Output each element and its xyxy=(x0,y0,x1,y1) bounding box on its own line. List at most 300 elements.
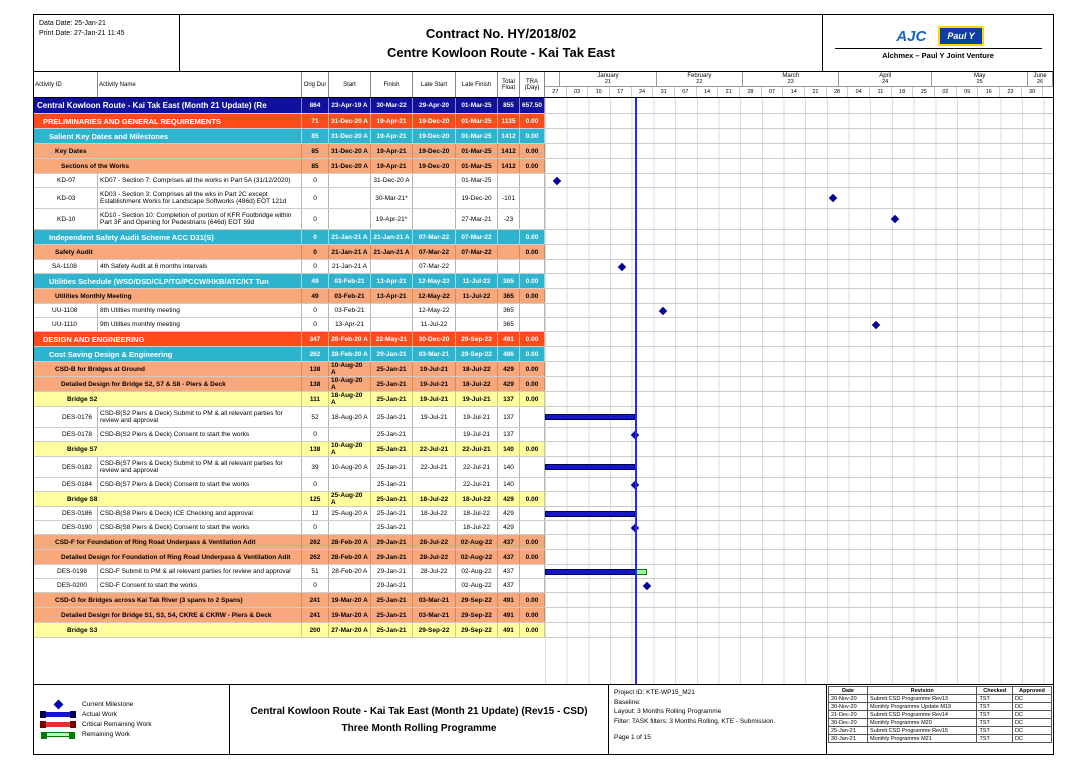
start-cell xyxy=(329,428,371,441)
timeline-week-tick: 02 xyxy=(935,87,957,97)
tra-cell xyxy=(520,407,545,427)
contract-number: Contract No. HY/2018/02 xyxy=(425,26,577,41)
summary-name-cell: CSD-F for Foundation of Ring Road Underpass & Ventilation Adit xyxy=(34,535,302,549)
activity-name-cell: 8th Utilties monthly meeting xyxy=(98,304,302,317)
milestone-diamond xyxy=(829,194,837,202)
timeline-week-tick: 25 xyxy=(913,87,935,97)
orig-dur-cell: 12 xyxy=(302,507,329,520)
footer-title-line2: Three Month Rolling Programme xyxy=(341,722,497,734)
pauly-logo-icon: Paul Y xyxy=(938,26,983,46)
start-cell xyxy=(329,579,371,592)
activity-name-cell: CSD-B(S7 Piers & Deck) Consent to start the works xyxy=(98,478,302,491)
late-finish-cell: 02-Aug-22 xyxy=(456,579,498,592)
start-cell: 23-Apr-19 A xyxy=(329,98,371,113)
gantt-cell xyxy=(545,98,1053,113)
start-cell: 31-Dec-20 A xyxy=(329,129,371,143)
late-finish-cell: 18-Jul-22 xyxy=(456,507,498,520)
summary-name-cell: Utilities Monthly Meeting xyxy=(34,289,302,303)
gantt-cell xyxy=(545,392,1053,406)
tra-cell: 0.00 xyxy=(520,114,545,128)
revision-cell: Submit CSD Programme Rev15 xyxy=(868,727,977,735)
activity-row xyxy=(34,579,1053,593)
activity-name-cell: 9th Utilties monthly meeting xyxy=(98,318,302,331)
gantt-cell xyxy=(545,274,1053,288)
tra-cell xyxy=(520,209,545,229)
late-finish-cell: 01-Mar-25 xyxy=(456,114,498,128)
timeline-week-tick: 18 xyxy=(892,87,914,97)
revision-column-header: Checked xyxy=(977,687,1013,695)
late-finish-cell: 29-Sep-22 xyxy=(456,332,498,346)
start-cell: 27-Mar-20 A xyxy=(329,623,371,637)
activity-name-cell: 4th Safety Audit at 6 months intervals xyxy=(98,260,302,273)
finish-cell: 22-May-21 xyxy=(371,332,413,346)
summary-row xyxy=(34,98,1053,114)
summary-row xyxy=(34,347,1053,362)
revision-cell: Monthly Programme M20 xyxy=(868,719,977,727)
column-header-late-finish: Late Finish xyxy=(456,72,498,97)
start-cell: 18-Aug-20 A xyxy=(329,407,371,427)
orig-dur-cell: 138 xyxy=(302,377,329,391)
logos xyxy=(892,26,983,46)
summary-name-cell: Detailed Design for Foundation of Ring Road Underpass & Ventilation Adit xyxy=(34,550,302,564)
summary-row xyxy=(34,129,1053,144)
finish-cell: 30-Mar-21* xyxy=(371,188,413,208)
timeline-week-tick: 28 xyxy=(740,87,762,97)
activity-id-cell: KD-10 xyxy=(34,209,98,229)
late-start-cell: 30-Dec-20 xyxy=(413,332,456,346)
activity-row xyxy=(34,174,1053,188)
activity-id-cell: UU-1110 xyxy=(34,318,98,331)
tra-cell xyxy=(520,260,545,273)
summary-row xyxy=(34,230,1053,245)
tra-cell xyxy=(520,174,545,187)
start-cell: 31-Dec-20 A xyxy=(329,144,371,158)
timeline-week-tick: 23 xyxy=(1000,87,1022,97)
orig-dur-cell: 200 xyxy=(302,623,329,637)
summary-row xyxy=(34,114,1053,129)
finish-cell: 30-Mar-22 xyxy=(371,98,413,113)
gantt-cell xyxy=(545,245,1053,259)
activity-name-cell: KD07 - Section 7: Comprises all the works in Part 5A (31/12/2020) xyxy=(98,174,302,187)
tra-cell: 0.00 xyxy=(520,159,545,173)
late-start-cell: 29-Apr-20 xyxy=(413,98,456,113)
gantt-cell xyxy=(545,457,1053,477)
timeline-week-tick: 11 xyxy=(870,87,892,97)
activity-name-cell: CSD-F Consent to start the works xyxy=(98,579,302,592)
report-header xyxy=(34,15,1053,72)
activity-id-cell: SA-1108 xyxy=(34,260,98,273)
legend-item-actual-work xyxy=(40,711,223,718)
total-float-cell: 486 xyxy=(498,347,520,361)
project-info-line: Project ID: KTE-WP15_M21 xyxy=(614,689,695,696)
orig-dur-cell: 85 xyxy=(302,129,329,143)
orig-dur-cell: 49 xyxy=(302,289,329,303)
summary-name-cell: Bridge S7 xyxy=(34,442,302,456)
column-header-total-float: Total Float xyxy=(498,72,520,97)
summary-row xyxy=(34,144,1053,159)
activity-row xyxy=(34,304,1053,318)
late-start-cell xyxy=(413,209,456,229)
total-float-cell xyxy=(498,260,520,273)
tra-cell xyxy=(520,188,545,208)
activity-name-cell: CSD-B(S8 Piers & Deck) Consent to start the works xyxy=(98,521,302,534)
late-finish-cell: 18-Jul-22 xyxy=(456,492,498,506)
revision-cell: DC xyxy=(1012,695,1051,703)
timeline-header xyxy=(545,72,1053,97)
milestone-diamond xyxy=(553,176,561,184)
summary-row xyxy=(34,377,1053,392)
finish-cell: 25-Jan-21 xyxy=(371,392,413,406)
gantt-cell xyxy=(545,362,1053,376)
date-info-box xyxy=(34,15,180,71)
late-start-cell xyxy=(413,478,456,491)
total-float-cell xyxy=(498,174,520,187)
revision-column-header: Approved xyxy=(1012,687,1051,695)
start-cell: 10-Aug-20 A xyxy=(329,377,371,391)
activity-id-cell: DES-0182 xyxy=(34,457,98,477)
orig-dur-cell: 262 xyxy=(302,550,329,564)
timeline-months-row xyxy=(545,72,1053,87)
summary-row xyxy=(34,289,1053,304)
start-cell: 18-Aug-20 A xyxy=(329,392,371,406)
late-finish-cell: 18-Jul-22 xyxy=(456,521,498,534)
total-float-cell: 1412 xyxy=(498,159,520,173)
gantt-cell xyxy=(545,442,1053,456)
late-start-cell: 28-Jul-22 xyxy=(413,535,456,549)
activity-id-cell: DES-0198 xyxy=(34,565,98,578)
activity-id-cell: DES-0200 xyxy=(34,579,98,592)
tra-cell: 0.00 xyxy=(520,377,545,391)
late-start-cell: 28-Jul-22 xyxy=(413,550,456,564)
activity-row xyxy=(34,565,1053,579)
orig-dur-cell: 347 xyxy=(302,332,329,346)
tra-cell: 0.00 xyxy=(520,274,545,288)
late-finish-cell: 01-Mar-25 xyxy=(456,174,498,187)
project-info-line: Filter: TASK filters: 3 Months Rolling, KTE - Submission. xyxy=(614,717,776,725)
finish-cell: 25-Jan-21 xyxy=(371,507,413,520)
timeline-week-tick: 17 xyxy=(610,87,632,97)
late-finish-cell: 02-Aug-22 xyxy=(456,550,498,564)
orig-dur-cell: 0 xyxy=(302,174,329,187)
summary-name-cell: Safety Audit xyxy=(34,245,302,259)
late-start-cell: 12-May-22 xyxy=(413,274,456,288)
gantt-cell xyxy=(545,608,1053,622)
tra-cell xyxy=(520,507,545,520)
total-float-cell: 140 xyxy=(498,457,520,477)
activity-row xyxy=(34,521,1053,535)
late-start-cell: 12-May-22 xyxy=(413,289,456,303)
revision-cell: DC xyxy=(1012,727,1051,735)
orig-dur-cell: 0 xyxy=(302,579,329,592)
late-finish-cell: 18-Jul-22 xyxy=(456,377,498,391)
total-float-cell: 437 xyxy=(498,565,520,578)
start-cell: 19-Mar-20 A xyxy=(329,593,371,607)
orig-dur-cell: 864 xyxy=(302,98,329,113)
late-start-cell: 19-Dec-20 xyxy=(413,144,456,158)
timeline-week-tick: 28 xyxy=(827,87,849,97)
late-start-cell: 22-Jul-21 xyxy=(413,457,456,477)
tra-cell: 0.00 xyxy=(520,362,545,376)
late-start-cell: 07-Mar-22 xyxy=(413,245,456,259)
revision-cell: Monthly Programme Update M19 xyxy=(868,703,977,711)
orig-dur-cell: 111 xyxy=(302,392,329,406)
revision-table-box xyxy=(827,685,1053,754)
gantt-cell xyxy=(545,550,1053,564)
start-cell: 28-Feb-20 A xyxy=(329,565,371,578)
summary-row xyxy=(34,332,1053,347)
revision-cell: TST xyxy=(977,727,1013,735)
tra-cell: 0.00 xyxy=(520,392,545,406)
legend-item-current-milestone xyxy=(40,701,223,708)
summary-row xyxy=(34,392,1053,407)
finish-cell: 25-Jan-21 xyxy=(371,407,413,427)
gantt-cell xyxy=(545,478,1053,491)
total-float-cell xyxy=(498,245,520,259)
timeline-week-tick: 21 xyxy=(718,87,740,97)
late-start-cell: 07-Mar-22 xyxy=(413,230,456,244)
orig-dur-cell: 0 xyxy=(302,318,329,331)
total-float-cell: 137 xyxy=(498,428,520,441)
timeline-month: May 25 xyxy=(932,72,1028,86)
finish-cell: 25-Jan-21 xyxy=(371,593,413,607)
late-finish-cell: 19-Dec-20 xyxy=(456,188,498,208)
total-float-cell: 429 xyxy=(498,362,520,376)
late-start-cell: 19-Jul-21 xyxy=(413,362,456,376)
gantt-cell xyxy=(545,144,1053,158)
late-start-cell: 19-Jul-21 xyxy=(413,392,456,406)
current-milestone-icon xyxy=(40,701,76,708)
gantt-cell xyxy=(545,521,1053,534)
project-info-box xyxy=(609,685,827,754)
timeline-week-tick: 24 xyxy=(632,87,654,97)
revision-row xyxy=(829,727,1052,735)
tra-cell xyxy=(520,304,545,317)
summary-name-cell: Cost Saving Design & Engineering xyxy=(34,347,302,361)
footer-title-box xyxy=(230,685,609,754)
revision-cell: TST xyxy=(977,695,1013,703)
tra-cell: 0.00 xyxy=(520,442,545,456)
legend-item-critical-remaining xyxy=(40,721,223,728)
gantt-cell xyxy=(545,332,1053,346)
timeline-weeks-row xyxy=(545,87,1053,97)
finish-cell: 25-Jan-21 xyxy=(371,492,413,506)
late-start-cell xyxy=(413,579,456,592)
activity-row xyxy=(34,428,1053,442)
gantt-cell xyxy=(545,428,1053,441)
start-cell: 28-Feb-20 A xyxy=(329,332,371,346)
finish-cell: 19-Apr-21 xyxy=(371,159,413,173)
timeline-week-tick: 09 xyxy=(957,87,979,97)
finish-cell: 31-Dec-20 A xyxy=(371,174,413,187)
column-header-tra: TRA (Day) xyxy=(520,72,545,97)
start-cell: 31-Dec-20 A xyxy=(329,114,371,128)
late-finish-cell: 29-Sep-22 xyxy=(456,347,498,361)
total-float-cell: 137 xyxy=(498,392,520,406)
finish-cell xyxy=(371,304,413,317)
start-cell: 25-Aug-20 A xyxy=(329,507,371,520)
orig-dur-cell: 0 xyxy=(302,521,329,534)
finish-cell: 21-Jan-21 A xyxy=(371,245,413,259)
tra-cell: 0.00 xyxy=(520,144,545,158)
finish-cell: 13-Apr-21 xyxy=(371,289,413,303)
project-info-line: Layout: 3 Months Rolling Programme xyxy=(614,708,722,715)
late-finish-cell: 22-Jul-21 xyxy=(456,457,498,477)
activity-row xyxy=(34,209,1053,230)
late-finish-cell: 29-Sep-22 xyxy=(456,608,498,622)
total-float-cell: 429 xyxy=(498,377,520,391)
activity-id-cell: KD-03 xyxy=(34,188,98,208)
late-start-cell: 03-Mar-21 xyxy=(413,593,456,607)
data-date-label: Data Date: 25-Jan-21 xyxy=(39,20,106,27)
summary-name-cell: Central Kowloon Route - Kai Tak East (Month 21 Update) (Re xyxy=(34,98,302,113)
milestone-diamond xyxy=(643,581,651,589)
finish-cell: 19-Apr-21 xyxy=(371,144,413,158)
orig-dur-cell: 0 xyxy=(302,260,329,273)
tra-cell: 0.00 xyxy=(520,593,545,607)
gantt-cell xyxy=(545,289,1053,303)
activity-row xyxy=(34,318,1053,332)
revision-row xyxy=(829,695,1052,703)
tra-cell xyxy=(520,565,545,578)
start-cell: 28-Feb-20 A xyxy=(329,550,371,564)
late-start-cell: 19-Dec-20 xyxy=(413,114,456,128)
late-finish-cell: 19-Jul-21 xyxy=(456,428,498,441)
total-float-cell: 140 xyxy=(498,478,520,491)
timeline-week-tick: 14 xyxy=(697,87,719,97)
gantt-cell xyxy=(545,159,1053,173)
gantt-cell xyxy=(545,318,1053,331)
activity-name-cell: CSD-B(S2 Piers & Deck) Consent to start the works xyxy=(98,428,302,441)
tra-cell: 0.00 xyxy=(520,623,545,637)
start-cell: 10-Aug-20 A xyxy=(329,442,371,456)
total-float-cell: 437 xyxy=(498,550,520,564)
timeline-week-tick: 27 xyxy=(545,87,567,97)
timeline-week-tick: 03 xyxy=(567,87,589,97)
legend-label: Current Milestone xyxy=(82,701,134,708)
late-start-cell: 19-Jul-21 xyxy=(413,407,456,427)
page-title: Centre Kowloon Route - Kai Tak East xyxy=(386,45,615,60)
tra-cell xyxy=(520,318,545,331)
summary-row xyxy=(34,593,1053,608)
finish-cell: 19-Apr-21 xyxy=(371,129,413,143)
timeline-week-tick: 16 xyxy=(978,87,1000,97)
finish-cell: 21-Jan-21 A xyxy=(371,230,413,244)
actual-work-bar xyxy=(545,511,635,517)
gantt-cell xyxy=(545,188,1053,208)
activity-row xyxy=(34,457,1053,478)
orig-dur-cell: 241 xyxy=(302,608,329,622)
revision-cell: DC xyxy=(1012,711,1051,719)
late-start-cell: 18-Jul-22 xyxy=(413,492,456,506)
orig-dur-cell: 39 xyxy=(302,457,329,477)
timeline-week-tick: 30 xyxy=(1022,87,1044,97)
orig-dur-cell: 0 xyxy=(302,188,329,208)
gantt-cell xyxy=(545,209,1053,229)
revision-cell: TST xyxy=(977,703,1013,711)
orig-dur-cell: 0 xyxy=(302,478,329,491)
remaining-work-bar-icon xyxy=(40,732,76,737)
total-float-cell: 437 xyxy=(498,535,520,549)
gantt-cell xyxy=(545,492,1053,506)
summary-name-cell: Detailed Design for Bridge S2, S7 & S8 - Piers & Deck xyxy=(34,377,302,391)
late-start-cell: 11-Jul-22 xyxy=(413,318,456,331)
legend-item-remaining-work xyxy=(40,731,223,738)
orig-dur-cell: 138 xyxy=(302,362,329,376)
finish-cell: 25-Jan-21 xyxy=(371,521,413,534)
legend-label: Critical Remaining Work xyxy=(82,721,152,728)
total-float-cell: 365 xyxy=(498,318,520,331)
tra-cell: 0.00 xyxy=(520,129,545,143)
summary-row xyxy=(34,442,1053,457)
finish-cell: 25-Jan-21 xyxy=(371,362,413,376)
timeline-week-tick: 07 xyxy=(675,87,697,97)
summary-name-cell: PRELIMINARIES AND GENERAL REQUIREMENTS xyxy=(34,114,302,128)
revision-row xyxy=(829,719,1052,727)
tra-cell: 0.00 xyxy=(520,535,545,549)
timeline-week-tick: 10 xyxy=(588,87,610,97)
total-float-cell: 365 xyxy=(498,274,520,288)
late-start-cell: 03-Mar-21 xyxy=(413,347,456,361)
late-start-cell: 22-Jul-21 xyxy=(413,442,456,456)
late-finish-cell: 11-Jul-22 xyxy=(456,289,498,303)
revision-cell: Monthly Programme M21 xyxy=(868,735,977,743)
late-finish-cell: 22-Jul-21 xyxy=(456,442,498,456)
late-finish-cell: 02-Aug-22 xyxy=(456,565,498,578)
start-cell: 03-Feb-21 xyxy=(329,289,371,303)
revision-row xyxy=(829,703,1052,711)
timeline-month: April 24 xyxy=(839,72,932,86)
tra-cell xyxy=(520,579,545,592)
tra-cell: 657.50 xyxy=(520,98,545,113)
joint-venture-label: Alchmex – Paul Y Joint Venture xyxy=(835,48,1042,60)
gantt-cell xyxy=(545,129,1053,143)
summary-name-cell: Bridge S8 xyxy=(34,492,302,506)
late-start-cell: 12-May-22 xyxy=(413,304,456,317)
milestone-diamond xyxy=(891,215,899,223)
orig-dur-cell: 0 xyxy=(302,230,329,244)
activity-id-cell: DES-0176 xyxy=(34,407,98,427)
late-finish-cell: 02-Aug-22 xyxy=(456,535,498,549)
activity-id-cell: DES-0190 xyxy=(34,521,98,534)
timeline-month: June 26 xyxy=(1028,72,1053,86)
total-float-cell: 1135 xyxy=(498,114,520,128)
finish-cell: 25-Jan-21 xyxy=(371,442,413,456)
summary-name-cell: Bridge S2 xyxy=(34,392,302,406)
critical-remaining-bar-icon xyxy=(40,722,76,727)
tra-cell xyxy=(520,457,545,477)
tra-cell: 0.00 xyxy=(520,492,545,506)
late-finish-cell: 01-Mar-25 xyxy=(456,159,498,173)
orig-dur-cell: 138 xyxy=(302,442,329,456)
revision-row xyxy=(829,711,1052,719)
late-start-cell: 29-Sep-22 xyxy=(413,623,456,637)
total-float-cell: 429 xyxy=(498,492,520,506)
gantt-cell xyxy=(545,407,1053,427)
total-float-cell xyxy=(498,230,520,244)
summary-row xyxy=(34,245,1053,260)
gantt-cell xyxy=(545,304,1053,317)
gantt-cell xyxy=(545,535,1053,549)
timeline-month xyxy=(545,72,560,86)
legend-label: Actual Work xyxy=(82,711,117,718)
late-start-cell xyxy=(413,188,456,208)
actual-work-bar-icon xyxy=(40,712,76,717)
summary-row xyxy=(34,550,1053,565)
summary-name-cell: Key Dates xyxy=(34,144,302,158)
revision-cell: 25-Jan-21 xyxy=(829,727,868,735)
late-finish-cell: 18-Jul-22 xyxy=(456,362,498,376)
revision-table xyxy=(828,686,1052,743)
